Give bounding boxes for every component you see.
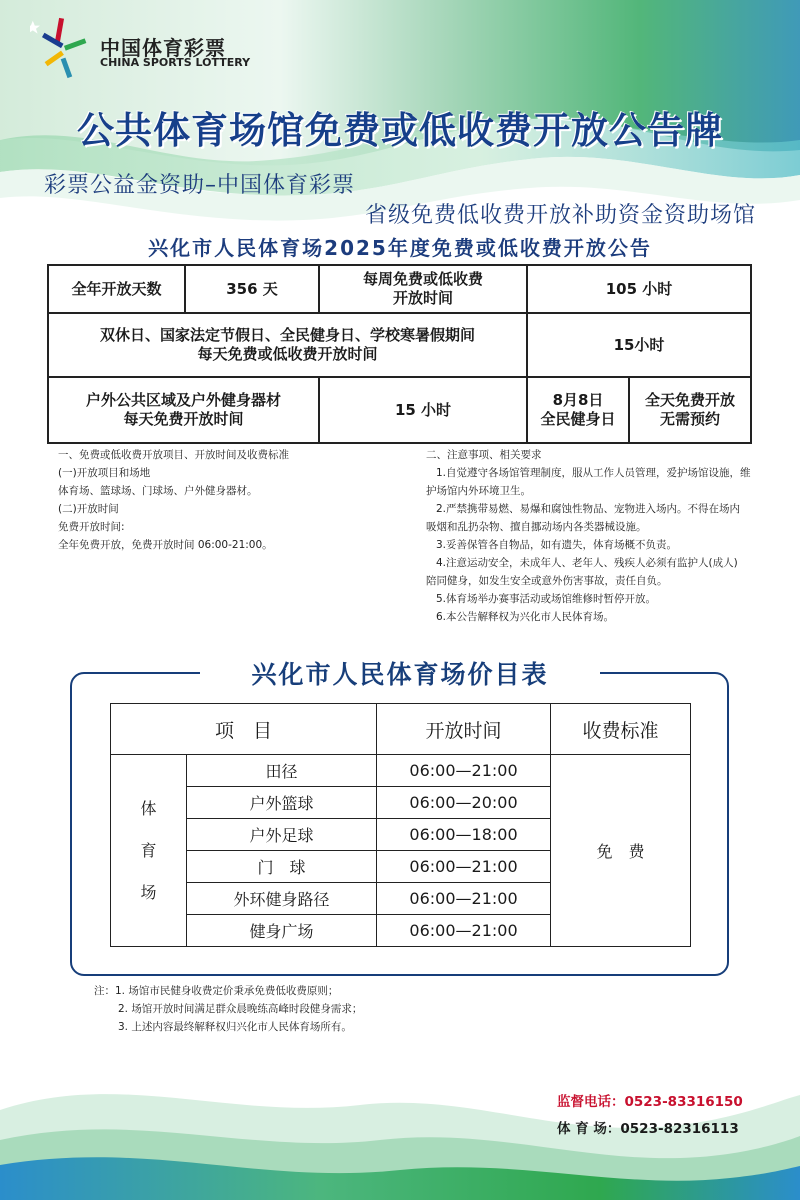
header-open-time: 开放时间 bbox=[377, 704, 551, 755]
value-outdoor-hours: 15 小时 bbox=[319, 377, 527, 443]
row-item: 户外篮球 bbox=[187, 787, 377, 819]
row-time: 06:00—21:00 bbox=[377, 883, 551, 915]
rules-left-line: 全年免费开放，免费开放时间 06:00-21:00。 bbox=[58, 539, 273, 551]
rules-left-line: 体育场、篮球场、门球场、户外健身器材。 bbox=[58, 485, 258, 497]
venue-name bbox=[111, 755, 187, 947]
main-title: 公共体育场馆免费或低收费开放公告牌 bbox=[77, 109, 723, 152]
price-table-header bbox=[111, 704, 691, 755]
label-holiday-hours-line1: 双休日、国家法定节假日、全民健身日、学校寒暑假期间 bbox=[99, 326, 475, 344]
opening-info-table bbox=[47, 264, 752, 444]
rules-right-line: 4.注意运动安全，未成年人、老年人、残疾人必须有监护人(成人) bbox=[436, 557, 738, 569]
label-annual-days: 全年开放天数 bbox=[48, 265, 185, 313]
header-fee: 收费标准 bbox=[551, 704, 691, 755]
rules-left-line: (一)开放项目和场地 bbox=[58, 467, 151, 479]
footnote-line: 3. 上述内容最终解释权归兴化市人民体育场所有。 bbox=[118, 1021, 352, 1033]
fitness-day-date-line2: 全民健身日 bbox=[540, 410, 616, 428]
contact-info bbox=[557, 1089, 743, 1143]
row-time: 06:00—21:00 bbox=[377, 915, 551, 947]
fitness-day-free-line2: 无需预约 bbox=[660, 410, 721, 428]
label-weekly-hours bbox=[319, 265, 527, 313]
price-table bbox=[110, 703, 691, 947]
logo-chinese-name: 中国体育彩票 bbox=[100, 36, 226, 60]
row-item: 外环健身路径 bbox=[187, 883, 377, 915]
value-holiday-hours: 15小时 bbox=[527, 313, 751, 377]
row-time: 06:00—21:00 bbox=[377, 755, 551, 787]
logo-english-name: CHINA SPORTS LOTTERY bbox=[100, 56, 251, 69]
footnote-line: 注：1. 场馆市民健身收费定价秉承免费低收费原则； bbox=[94, 985, 339, 997]
price-table-title: 兴化市人民体育场价目表 bbox=[200, 655, 600, 691]
header-item: 项 目 bbox=[111, 704, 377, 755]
row-item: 田径 bbox=[187, 755, 377, 787]
supervision-phone: 监督电话：0523-83316150 bbox=[557, 1094, 743, 1110]
rules-left-line: 一、免费或低收费开放项目、开放时间及收费标准 bbox=[58, 449, 289, 461]
stadium-phone: 体 育 场：0523-82316113 bbox=[557, 1121, 739, 1137]
rules-left-line: (二)开放时间 bbox=[58, 503, 119, 515]
rules-right-line: 6.本公告解释权为兴化市人民体育场。 bbox=[436, 611, 615, 623]
row-item: 健身广场 bbox=[187, 915, 377, 947]
value-weekly-hours: 105 小时 bbox=[527, 265, 751, 313]
row-item: 门 球 bbox=[187, 851, 377, 883]
venue-name-char: 育 bbox=[140, 840, 157, 860]
venue-name-char: 体 bbox=[140, 798, 157, 818]
rules-right-line: 吸烟和乱扔杂物、擅自挪动场内各类器械设施。 bbox=[426, 521, 647, 533]
notice-title: 兴化市人民体育场2025年度免费或低收费开放公告 bbox=[148, 236, 652, 260]
footnotes bbox=[94, 982, 362, 1036]
fitness-day-date bbox=[527, 377, 629, 443]
value-annual-days: 356 天 bbox=[185, 265, 319, 313]
label-outdoor-hours bbox=[48, 377, 319, 443]
row-time: 06:00—21:00 bbox=[377, 851, 551, 883]
info-row-annual bbox=[48, 265, 751, 313]
fee-value: 免 费 bbox=[551, 755, 691, 947]
rules-right-line: 5.体育场举办赛事活动或场馆维修时暂停开放。 bbox=[436, 593, 657, 605]
row-item: 户外足球 bbox=[187, 819, 377, 851]
rules-right-line: 陪同健身，如发生安全或意外伤害事故，责任自负。 bbox=[426, 575, 668, 587]
rules-right-line: 3.妥善保管各自物品，如有遗失，体育场概不负责。 bbox=[436, 539, 678, 551]
info-row-outdoor bbox=[48, 377, 751, 443]
rules-left-line: 免费开放时间: bbox=[58, 521, 125, 533]
rules-right-line: 1.自觉遵守各场馆管理制度，服从工作人员管理，爱护场馆设施，维 bbox=[436, 467, 751, 479]
label-weekly-hours-line2: 开放时间 bbox=[392, 289, 453, 307]
rules-right-line: 2.严禁携带易燃、易爆和腐蚀性物品、宠物进入场内。不得在场内 bbox=[436, 503, 741, 515]
lottery-logo-icon bbox=[30, 14, 90, 80]
venue-name-char: 场 bbox=[140, 882, 157, 902]
lottery-logo bbox=[30, 14, 260, 84]
fitness-day-free bbox=[629, 377, 751, 443]
label-holiday-hours-line2: 每天免费或低收费开放时间 bbox=[197, 345, 378, 363]
rules-right-line: 二、注意事项、相关要求 bbox=[426, 449, 542, 461]
label-weekly-hours-line1: 每周免费或低收费 bbox=[362, 270, 483, 288]
table-row bbox=[111, 755, 691, 787]
subtitle-funding: 彩票公益金资助–中国体育彩票 bbox=[44, 173, 356, 198]
rules-right-line: 护场馆内外环境卫生。 bbox=[426, 485, 531, 497]
rules-notice-section bbox=[426, 446, 751, 626]
row-time: 06:00—20:00 bbox=[377, 787, 551, 819]
row-time: 06:00—18:00 bbox=[377, 819, 551, 851]
label-outdoor-hours-line2: 每天免费开放时间 bbox=[123, 410, 244, 428]
info-row-holidays bbox=[48, 313, 751, 377]
fitness-day-date-line1: 8月8日 bbox=[552, 391, 604, 409]
fitness-day-free-line1: 全天免费开放 bbox=[645, 391, 736, 409]
rules-opening-section bbox=[58, 446, 289, 554]
footnote-line: 2. 场馆开放时间满足群众晨晚练高峰时段健身需求； bbox=[118, 1003, 363, 1015]
label-outdoor-hours-line1: 户外公共区域及户外健身器材 bbox=[85, 391, 281, 409]
subtitle-subsidy: 省级免费低收费开放补助资金资助场馆 bbox=[364, 203, 756, 228]
label-holiday-hours bbox=[48, 313, 527, 377]
